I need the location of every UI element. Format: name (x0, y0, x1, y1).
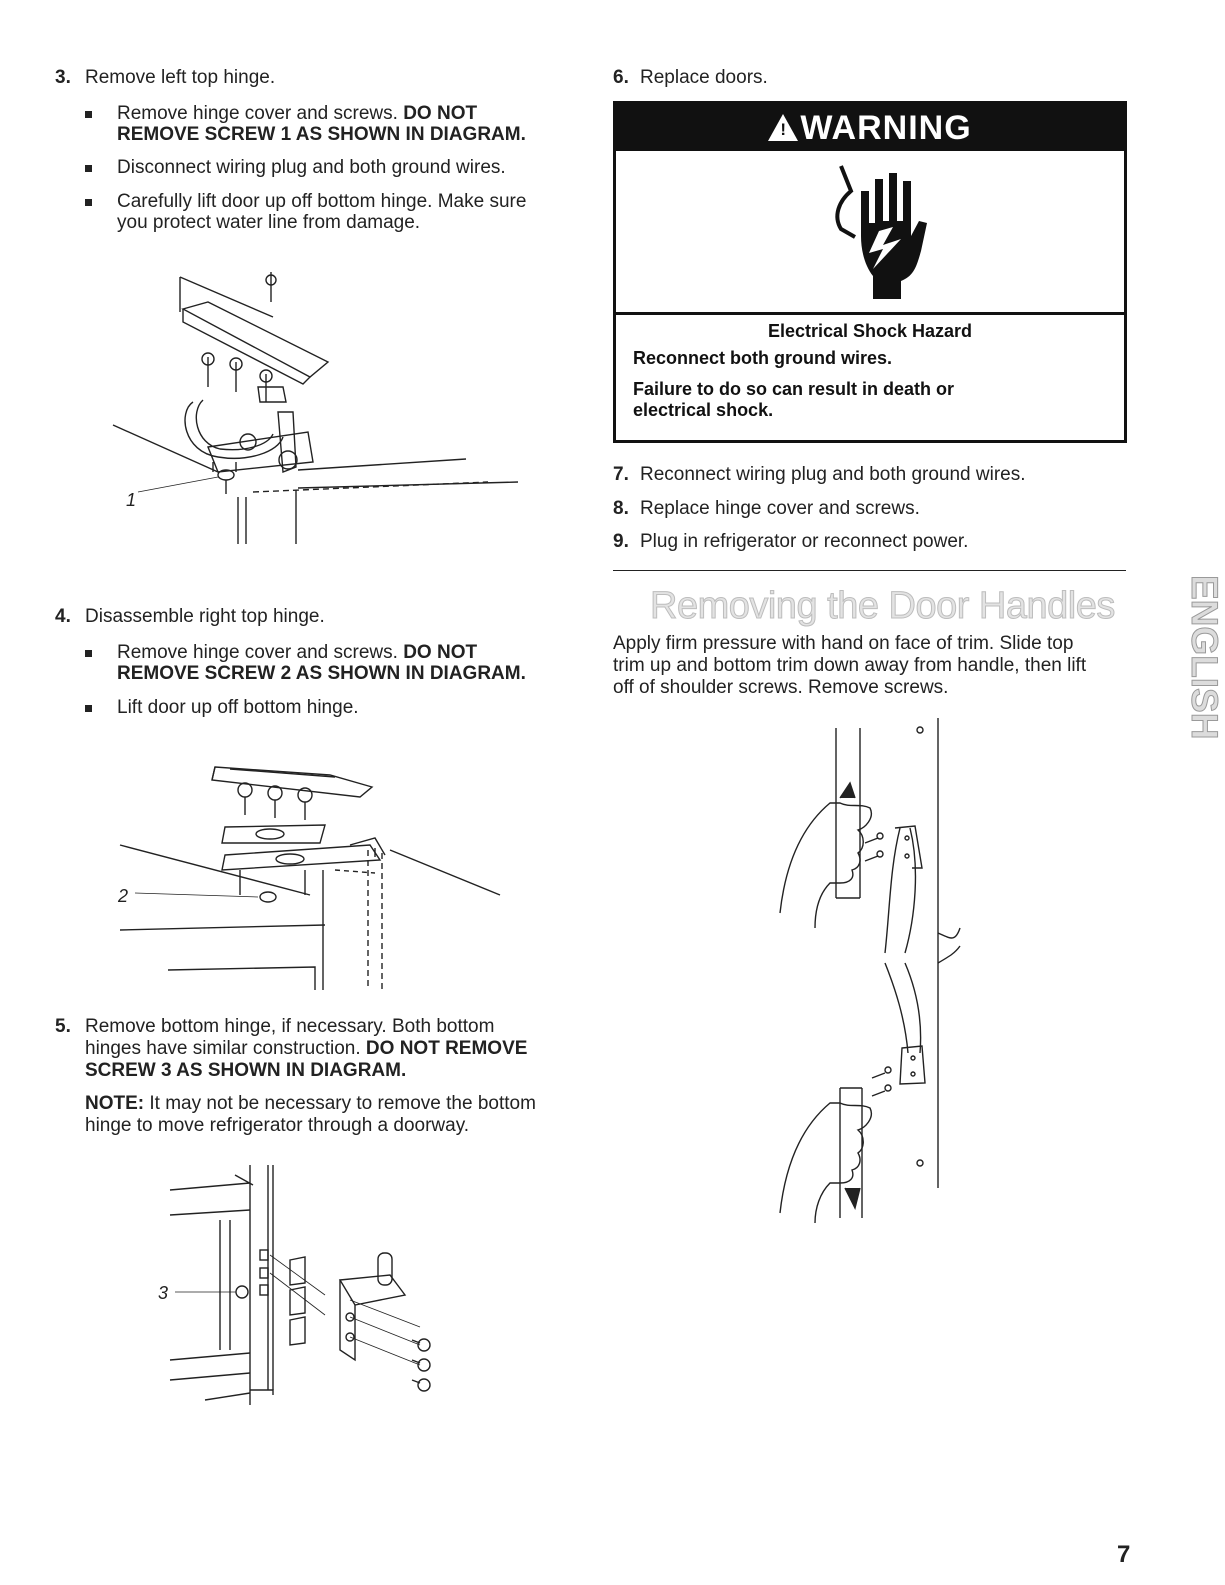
bullet-item (85, 191, 585, 235)
bullet-bold-text: DO NOT (403, 642, 478, 663)
bullet-bold-text: REMOVE SCREW 2 AS SHOWN IN DIAGRAM. (117, 663, 526, 684)
bullet-marker (85, 111, 92, 118)
step-number: 7. (613, 464, 629, 485)
note-label: NOTE: (85, 1093, 145, 1114)
step-3 (55, 67, 575, 91)
bullet-text: Disconnect wiring plug and both ground wires. (117, 157, 506, 178)
step-number: 9. (613, 531, 629, 552)
step-number: 4. (55, 606, 71, 627)
bullet-text: Remove hinge cover and screws. (117, 103, 404, 124)
callout-1: 1 (126, 490, 137, 510)
paragraph-line: trim up and bottom trim down away from handle, then lift (613, 655, 1087, 676)
step-number: 6. (613, 67, 629, 88)
warning-line: electrical shock. (633, 400, 774, 420)
bullet-text: you protect water line from damage. (117, 212, 421, 233)
step-number: 3. (55, 67, 71, 88)
bullet-text: Carefully lift door up off bottom hinge. Make sure (117, 191, 527, 212)
callout-3: 3 (158, 1283, 169, 1303)
note (85, 1093, 585, 1137)
bullet-item (85, 103, 585, 147)
handle-instructions (613, 633, 1133, 699)
bottom-hinge-diagram (150, 1165, 450, 1410)
step-text: hinges have similar construction. (85, 1038, 366, 1059)
bullet-marker (85, 705, 92, 712)
step-number: 8. (613, 498, 629, 519)
step-bold-text: DO NOT REMOVE (365, 1038, 528, 1059)
step-text: Remove left top hinge. (85, 67, 276, 88)
language-tab (1162, 573, 1225, 761)
note-text: hinge to move refrigerator through a doorway. (85, 1115, 470, 1136)
step-text: Remove bottom hinge, if necessary. Both bottom (85, 1016, 495, 1037)
step-text: Plug in refrigerator or reconnect power. (640, 531, 969, 552)
bullet-marker (85, 165, 92, 172)
bullet-bold-text: REMOVE SCREW 1 AS SHOWN IN DIAGRAM. (117, 124, 526, 145)
step-8 (613, 498, 1113, 522)
bullet-text: Remove hinge cover and screws. (117, 642, 404, 663)
step-text: Replace hinge cover and screws. (640, 498, 920, 519)
electrical-shock-hand-icon (821, 161, 941, 301)
bullet-marker (85, 650, 92, 657)
step-7 (613, 464, 1113, 488)
warning-line: Reconnect both ground wires. (633, 348, 893, 368)
paragraph-line: Apply firm pressure with hand on face of trim. Slide top (613, 633, 1074, 654)
step-text: Replace doors. (640, 67, 768, 88)
bullet-bold-text: DO NOT (403, 103, 478, 124)
bullet-marker (85, 199, 92, 206)
step-4 (55, 606, 575, 630)
right-top-hinge-diagram (110, 745, 530, 995)
note-text: It may not be necessary to remove the bottom (144, 1093, 536, 1114)
callout-2: 2 (118, 886, 129, 906)
bullet-item (85, 697, 585, 719)
paragraph-line: off of shoulder screws. Remove screws. (613, 677, 949, 698)
warning-box (613, 101, 1127, 443)
hazard-title: Electrical Shock Hazard (767, 321, 973, 341)
warning-header (616, 104, 1124, 151)
bullet-item (85, 642, 585, 686)
step-9 (613, 531, 1113, 555)
section-heading: Removing the Door Handles (650, 585, 1115, 627)
warning-line: Failure to do so can result in death or (633, 379, 955, 399)
side-tab-label: ENGLISH (1184, 575, 1225, 740)
step-5 (55, 1016, 585, 1086)
section-divider (613, 570, 1126, 571)
page-number: 7 (1117, 1541, 1131, 1568)
step-6 (613, 67, 1113, 91)
step-text: Reconnect wiring plug and both ground wires. (640, 464, 1026, 485)
bullet-text: Lift door up off bottom hinge. (117, 697, 359, 718)
warning-triangle-icon: ! (768, 114, 798, 141)
door-handle-removal-diagram (770, 718, 980, 1223)
warning-title: WARNING (800, 109, 972, 147)
bullet-item (85, 157, 585, 179)
step-number: 5. (55, 1016, 71, 1037)
left-top-hinge-diagram (108, 262, 528, 552)
step-bold-text: SCREW 3 AS SHOWN IN DIAGRAM. (85, 1060, 407, 1081)
step-text: Disassemble right top hinge. (85, 606, 325, 627)
